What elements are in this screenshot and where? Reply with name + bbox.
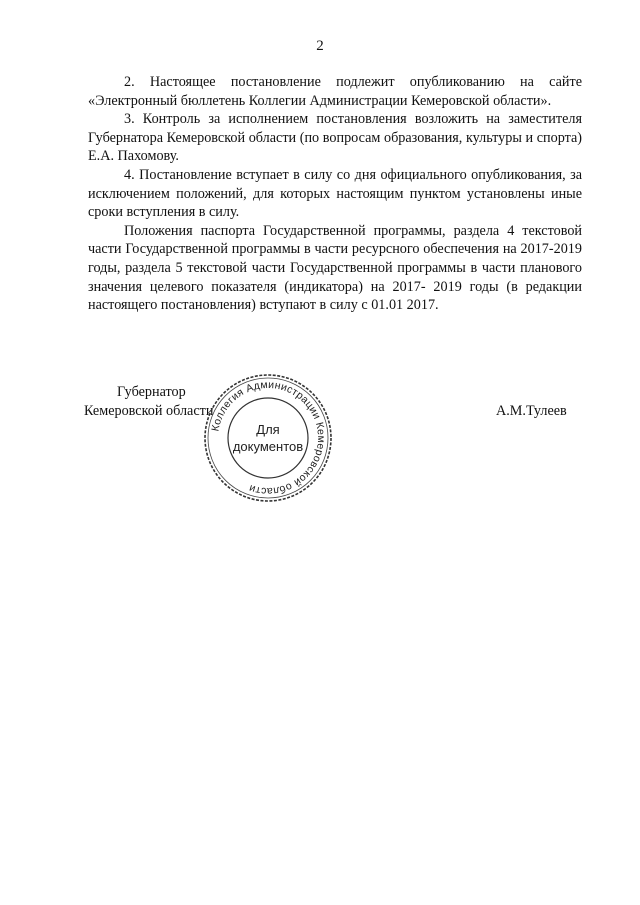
- signer-name: А.М.Тулеев: [496, 403, 567, 419]
- paragraph-provisions: Положения паспорта Государственной программы, раздела 4 текстовой части Государственной программы в части ресурсного обеспечения на 2017-2019 годы, раздела 5 текстовой части Государственной программы в части планового значения целевого показателя (индикатора) на 2017- 2019 годы (в редакции настоящего постановления) вступают в силу с 01.01 2017.: [88, 222, 582, 314]
- stamp-center-line2: документов: [232, 439, 304, 454]
- stamp-ring-text: Коллегия Администрации Кемеровской области: [209, 378, 328, 498]
- stamp-center-line1: Для: [256, 422, 280, 437]
- paragraph-effective-date: 4. Постановление вступает в силу со дня официального опубликования, за исключением положений, для которых настоящим пунктом установлены иные сроки вступления в силу.: [88, 166, 582, 221]
- stamp-seal-icon: [202, 372, 334, 504]
- paragraph-publication: 2. Настоящее постановление подлежит опубликованию на сайте «Электронный бюллетень Коллегии Администрации Кемеровской области».: [88, 74, 582, 109]
- signer-title-line2: Кемеровской области: [84, 403, 214, 419]
- signature-block: [0, 378, 640, 504]
- document-body: [88, 73, 582, 315]
- page-number: 2: [316, 38, 324, 54]
- paragraph-control: 3. Контроль за исполнением постановления возложить на заместителя Губернатора Кемеровской области (по вопросам образования, культуры и спорта) Е.А. Пахомову.: [88, 111, 582, 165]
- signer-title-line1: Губернатор: [117, 384, 186, 400]
- official-stamp: [202, 372, 334, 504]
